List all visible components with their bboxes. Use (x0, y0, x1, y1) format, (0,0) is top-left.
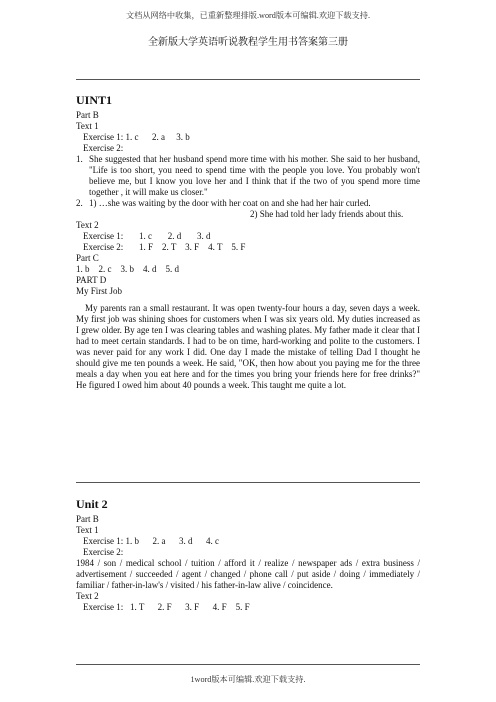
document-title: 全新版大学英语听说教程学生用书答案第三册 (148, 37, 348, 48)
unit2-part-b: Part B (76, 514, 99, 524)
header-note: 文档从网络中收集，已重新整理排版.word版本可编辑.欢迎下载支持. (125, 11, 371, 20)
unit1-part-d-title: My First Job (76, 286, 123, 296)
document-body (76, 93, 420, 391)
unit2-ex2-answers: 1984 / son / medical school / tuition / afford it / realize / newspaper ads / extra business / advertisement / succeeded / agent / changed / phone call / put aside / doing / immediately / familiar / father-in-law's / visited / his father-in-law alive / coincidence. (76, 558, 420, 590)
document-body-unit2 (76, 497, 420, 613)
item-number: 1. (76, 154, 83, 164)
unit2-t2-ex1: Exercise 1: 1. T 2. F 3. F 4. F 5. F (83, 602, 250, 612)
unit1-text2: Text 2 (76, 220, 99, 230)
unit1-item1 (76, 154, 420, 198)
unit2-text1: Text 1 (76, 525, 99, 535)
item-text: 2) She had told her lady friends about this. (250, 209, 404, 219)
unit1-ex2: Exercise 2: (83, 143, 124, 153)
unit1-part-c-answers: 1. b 2. c 3. b 4. d 5. d (76, 264, 179, 274)
header-divider (76, 79, 420, 80)
unit1-item2-part2 (76, 209, 420, 220)
unit2-text2: Text 2 (76, 591, 99, 601)
unit1-t2-ex1: Exercise 1: 1. c 2. d 3. d (83, 231, 211, 241)
item-number: 2. (76, 198, 83, 208)
unit1-t2-ex2: Exercise 2: 1. F 2. T 3. F 4. T 5. F (83, 242, 246, 252)
unit1-part-d: PART D (76, 275, 107, 285)
unit1-part-b: Part B (76, 110, 99, 120)
unit1-text1: Text 1 (76, 121, 99, 131)
unit1-item2 (76, 198, 420, 209)
section-divider (76, 482, 420, 483)
unit2-ex1: Exercise 1: 1. b 2. a 3. d 4. c (83, 536, 219, 546)
item-text: She suggested that her husband spend more time with his mother. She said to her husband, "Life is too short, you need to spend time with the people you love. You probably won't believe me, but I know you love her and I think that if the two of you spend more time together , it will make us closer." (89, 154, 420, 197)
unit1-part-c: Part C (76, 253, 99, 263)
unit1-title: UINT1 (76, 93, 113, 107)
unit1-passage: My parents ran a small restaurant. It was open twenty-four hours a day, seven days a week. My first job was shining shoes for customers when I was six years old. My duties increased as I grew older. By age ten I was clearing tables and washing plates. My father made it clear that I had to meet certain standards. I had to be on time, hard-working and polite to the customers. I was never paid for any work I did. One day I made the mistake of telling Dad I thought he should give me ten pounds a week. He said, "OK, then how about you paying me for the three meals a day when you eat here and for the times you bring your friends here for free drinks?" He figured I owed him about 40 pounds a week. This taught me quite a lot. (76, 303, 420, 390)
unit2-title: Unit 2 (76, 497, 108, 511)
item-text: 1) …she was waiting by the door with her coat on and she had her hair curled. (89, 198, 371, 208)
footer-divider (76, 664, 420, 665)
footer-note: 1word版本可编辑.欢迎下载支持. (190, 675, 306, 684)
unit1-ex1: Exercise 1: 1. c 2. a 3. b (83, 132, 190, 142)
unit2-ex2: Exercise 2: (83, 547, 124, 557)
